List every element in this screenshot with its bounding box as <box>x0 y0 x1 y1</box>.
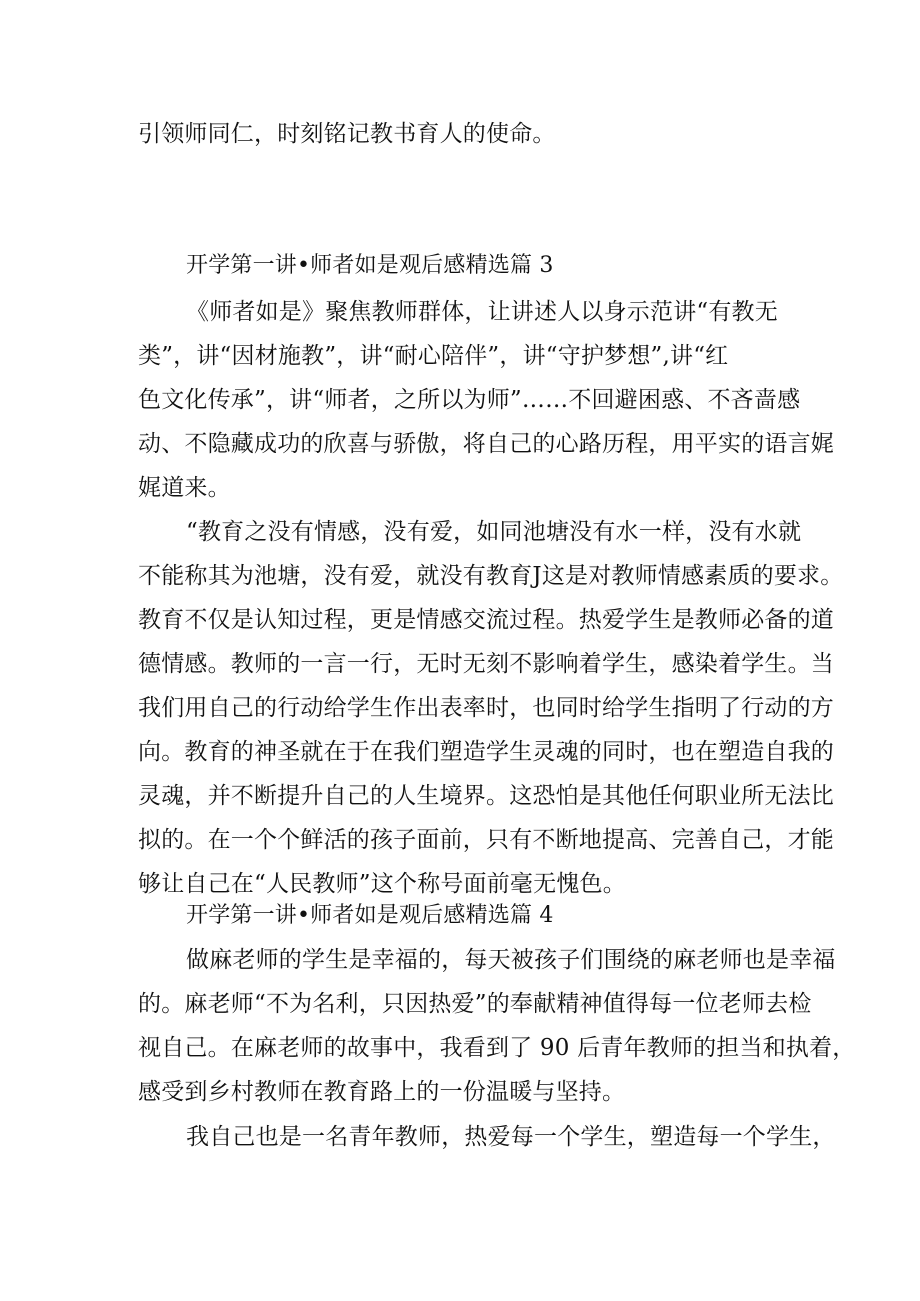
paragraph-line: “教育之没有情感，没有爱，如同池塘没有水一样，没有水就 <box>186 519 802 545</box>
paragraph-line: 感受到乡村教师在教育路上的一份温暖与坚持。 <box>138 1079 626 1105</box>
paragraph-line: 色文化传承”，讲“师者，之所以为师”……不回避困惑、不吝啬感 <box>138 387 801 413</box>
paragraph-line: 我们用自己的行动给学生作出表率时，也同时给学生指明了行动的方 <box>138 695 834 721</box>
paragraph-line: 德情感。教师的一言一行，无时无刻不影响着学生，感染着学生。当 <box>138 651 834 677</box>
paragraph-line: 够让自己在“人民教师”这个称号面前毫无愧色。 <box>138 871 626 897</box>
section-3-heading: 开学第一讲•师者如是观后感精选篇 3 <box>186 253 554 278</box>
section-4-paragraph-2 <box>138 1115 836 1159</box>
paragraph-line: 动、不隐藏成功的欣喜与骄傲，将自己的心路历程，用平实的语言娓 <box>138 431 834 457</box>
paragraph-line: 灵魂，并不断提升自己的人生境界。这恐怕是其他任何职业所无法比 <box>138 783 834 809</box>
paragraph-line: 引领师同仁，时刻铭记教书育人的使命。 <box>138 121 556 147</box>
paragraph-line: 做麻老师的学生是幸福的，每天被孩子们围绕的麻老师也是幸福 <box>186 947 836 973</box>
section-3-paragraph-2 <box>138 510 844 906</box>
section-3-paragraph-1 <box>138 290 834 510</box>
paragraph-line: 视自己。在麻老师的故事中，我看到了 90 后青年教师的担当和执着， <box>138 1035 856 1061</box>
continuation-paragraph <box>138 112 798 156</box>
paragraph-line: 类”，讲“因材施教”，讲“耐心陪伴”，讲“守护梦想”,讲“红 <box>138 343 729 369</box>
paragraph-line: 向。教育的神圣就在于在我们塑造学生灵魂的同时，也在塑造自我的 <box>138 739 834 765</box>
paragraph-line: 娓道来。 <box>138 475 231 501</box>
paragraph-line: 《师者如是》聚焦教师群体，让讲述人以身示范讲“有教无 <box>186 299 778 325</box>
paragraph-line: 教育不仅是认知过程，更是情感交流过程。热爱学生是教师必备的道 <box>138 607 834 633</box>
paragraph-line: 拟的。在一个个鲜活的孩子面前，只有不断地提高、完善自己，才能 <box>138 827 834 853</box>
paragraph-line: 的。麻老师“不为名利，只因热爱”的奉献精神值得每一位老师去检 <box>138 991 812 1017</box>
section-4-paragraph-1 <box>138 938 856 1114</box>
paragraph-line: 不能称其为池塘，没有爱，就没有教育J这是对教师情感素质的要求。 <box>138 563 844 589</box>
section-4-heading: 开学第一讲•师者如是观后感精选篇 4 <box>186 903 554 928</box>
paragraph-line: 我自己也是一名青年教师，热爱每一个学生，塑造每一个学生， <box>186 1124 836 1150</box>
